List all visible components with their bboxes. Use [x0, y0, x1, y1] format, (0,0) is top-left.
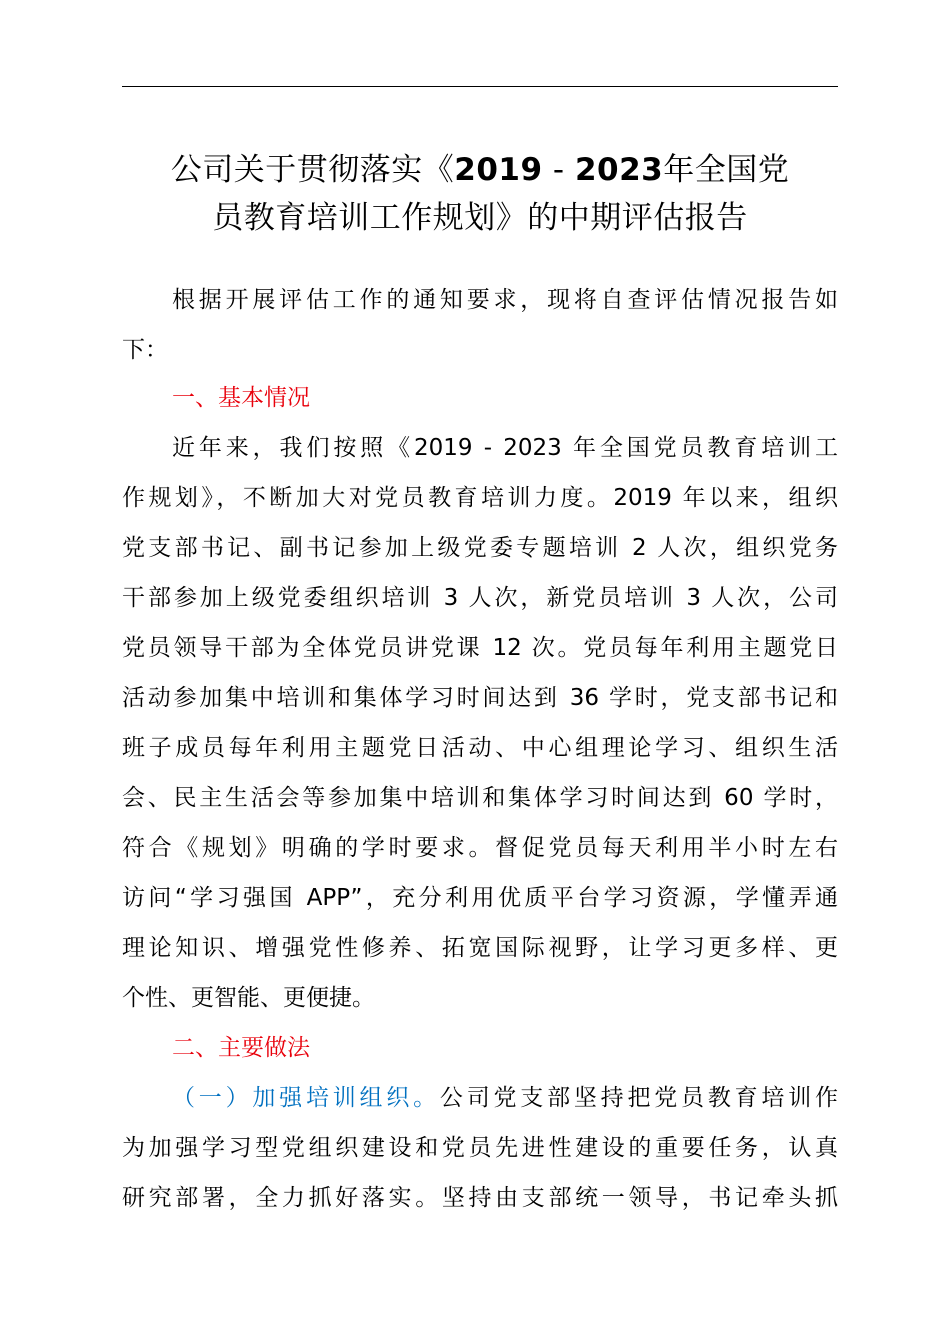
section2-heading: 二、主要做法	[172, 1035, 310, 1061]
body-line: 个性、更智能、更便捷。	[122, 985, 375, 1011]
body-line: 会、民主生活会等参加集中培训和集体学习时间达到 60 学时，	[122, 785, 838, 811]
title-dash: -	[542, 152, 575, 188]
title-year-start: 2019	[454, 152, 543, 188]
section1-heading: 一、基本情况	[172, 385, 310, 411]
title-year-end: 2023	[574, 152, 664, 188]
body-line: 理论知识、增强党性修养、拓宽国际视野，让学习更多样、更	[122, 935, 838, 961]
title-part1: 公司关于贯彻落实《	[170, 152, 455, 188]
document-title	[122, 146, 838, 242]
body-line: 为加强学习型党组织建设和党员先进性建设的重要任务，认真	[122, 1135, 838, 1161]
body-line: 研究部署，全力抓好落实。坚持由支部统一领导，书记牵头抓	[122, 1185, 838, 1211]
intro-line: 根据开展评估工作的通知要求，现将自查评估情况报告如	[172, 287, 838, 313]
intro-line: 下：	[122, 337, 168, 363]
title-line2: 员教育培训工作规划》的中期评估报告	[212, 200, 748, 236]
body-line: 党员领导干部为全体党员讲党课 12 次。党员每年利用主题党日	[122, 635, 838, 661]
body-line: 访问“学习强国 APP”，充分利用优质平台学习资源，学懂弄通	[122, 885, 838, 911]
body-line: 作规划》，不断加大对党员教育培训力度。2019 年以来，组织	[122, 485, 838, 511]
body-line: 班子成员每年利用主题党日活动、中心组理论学习、组织生活	[122, 735, 838, 761]
title-part2: 年全国党	[663, 152, 790, 188]
header-rule	[122, 86, 838, 87]
body-line: 近年来，我们按照《2019 - 2023 年全国党员教育培训工	[172, 435, 838, 461]
subsection-line	[172, 1083, 838, 1113]
body-line: 党支部书记、副书记参加上级党委专题培训 2 人次，组织党务	[122, 535, 838, 561]
subsection1-label: （一）加强培训组织。	[172, 1085, 440, 1111]
body-line: 符合《规划》明确的学时要求。督促党员每天利用半小时左右	[122, 835, 838, 861]
body-line: 活动参加集中培训和集体学习时间达到 36 学时，党支部书记和	[122, 685, 838, 711]
subsection1-text: 公司党支部坚持把党员教育培训作	[439, 1085, 839, 1111]
body-line: 干部参加上级党委组织培训 3 人次，新党员培训 3 人次，公司	[122, 585, 838, 611]
